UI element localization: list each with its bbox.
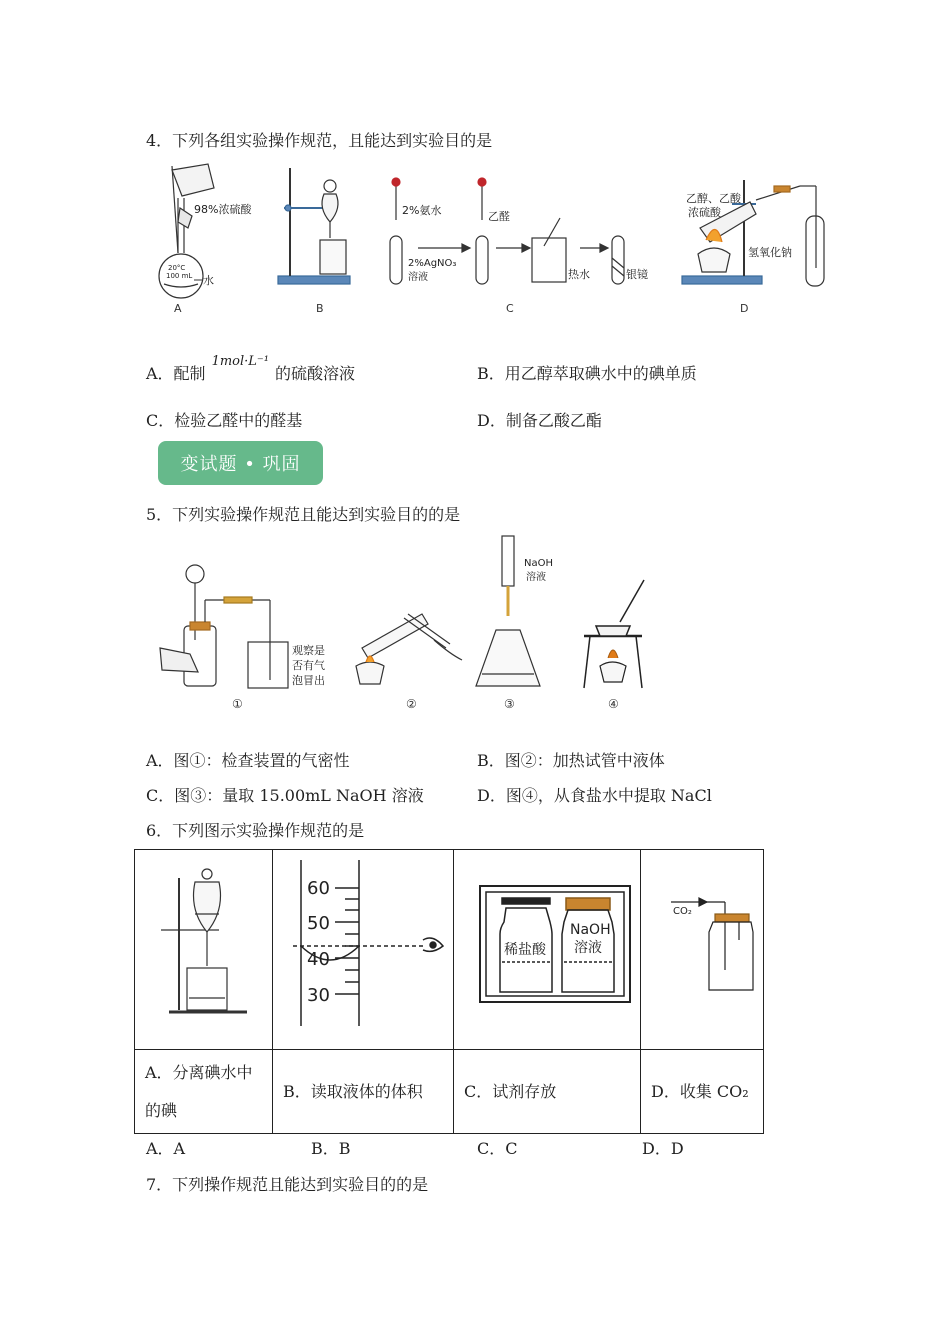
q4-option-a-concentration: 1mol·L⁻¹ xyxy=(211,354,269,369)
figure-gas-collection xyxy=(641,850,763,1045)
label-98-acid: 98%浓硫酸 xyxy=(194,203,252,216)
question-4-figure xyxy=(150,158,830,320)
figure-1-airtightness xyxy=(160,565,288,688)
cell-option-a xyxy=(135,1050,273,1134)
scale-30: 30 xyxy=(307,985,330,1006)
label-flask-volume: 100 mL xyxy=(166,272,193,280)
q5-option-c: C．图③：量取 15.00mL NaOH 溶液 xyxy=(146,786,424,805)
label-ethanol-acid: 乙醇、乙酸 xyxy=(686,192,741,205)
table-row xyxy=(135,1050,764,1134)
q4-option-d: D．制备乙酸乙酯 xyxy=(477,411,602,430)
q4-option-a xyxy=(146,354,355,384)
question-4-stem: 4．下列各组实验操作规范，且能达到实验目的是 xyxy=(146,131,493,150)
variant-practice-badge[interactable]: 变试题 • 巩固 xyxy=(158,441,323,485)
label-naoh-burette: NaOH xyxy=(524,558,553,569)
scale-50: 50 xyxy=(307,913,330,934)
q6-answer-b: B．B xyxy=(311,1139,351,1158)
q6-answer-c: C．C xyxy=(477,1139,518,1158)
label-agno3: 2%AgNO₃ xyxy=(408,258,457,269)
q5-option-a: A．图①：检查装置的气密性 xyxy=(146,751,350,770)
label-observe-2: 否有气 xyxy=(292,659,325,672)
panel-label-b: B xyxy=(316,302,324,315)
label-hot-water: 热水 xyxy=(568,268,590,281)
label-observe-1: 观察是 xyxy=(292,644,325,657)
figure-2-heating-tube xyxy=(356,614,462,684)
question-5-figure xyxy=(150,530,660,716)
label-silver-mirror: 银镜 xyxy=(626,268,648,281)
label-observe-3: 泡冒出 xyxy=(292,674,325,687)
figure-graduated-cylinder xyxy=(273,850,453,1045)
cell-option-c: C．试剂存放 xyxy=(454,1050,641,1134)
cell-figure-d xyxy=(641,850,764,1050)
panel-label-4: ④ xyxy=(608,697,619,711)
scale-40: 40 xyxy=(307,949,330,970)
label-acetaldehyde: 乙醛 xyxy=(488,210,510,223)
panel-label-d: D xyxy=(740,302,749,315)
figure-reagent-storage xyxy=(454,850,640,1045)
bottle-naoh-label: NaOH xyxy=(570,922,611,938)
q5-option-b: B．图②：加热试管中液体 xyxy=(477,751,665,770)
cell-option-a-line1: A．分离碘水中 xyxy=(145,1062,253,1082)
bottle-dilute-hcl: 稀盐酸 xyxy=(504,942,546,958)
label-ammonia: 2%氨水 xyxy=(402,204,442,217)
question-5-stem: 5．下列实验操作规范且能达到实验目的的是 xyxy=(146,505,461,524)
cell-option-d: D．收集 CO₂ xyxy=(641,1050,764,1134)
panel-label-a: A xyxy=(174,302,182,315)
question-7-stem: 7．下列操作规范且能达到实验目的的是 xyxy=(146,1175,429,1194)
label-agno3-solution: 溶液 xyxy=(408,272,428,283)
label-naoh-solution: 溶液 xyxy=(526,572,546,583)
question-6-stem: 6．下列图示实验操作规范的是 xyxy=(146,821,365,840)
bottle-naoh-solution: 溶液 xyxy=(574,940,602,956)
label-flask-temp: 20°C xyxy=(168,264,186,272)
figure-separating-funnel xyxy=(135,850,272,1045)
cell-figure-c xyxy=(454,850,641,1050)
label-conc-acid: 浓硫酸 xyxy=(688,206,721,219)
figure-b-separating-funnel xyxy=(278,168,350,284)
cell-option-b: B．读取液体的体积 xyxy=(273,1050,454,1134)
label-co2-inlet: CO₂ xyxy=(673,906,692,917)
figure-4-evaporation xyxy=(584,580,644,688)
panel-label-2: ② xyxy=(406,697,417,711)
label-water: 水 xyxy=(203,274,214,287)
table-row xyxy=(135,850,764,1050)
panel-label-1: ① xyxy=(232,697,243,711)
q6-answer-a: A．A xyxy=(146,1139,186,1158)
q4-option-a-suffix: 的硫酸溶液 xyxy=(274,364,355,383)
panel-label-c: C xyxy=(506,302,514,315)
q4-option-a-prefix: A．配制 xyxy=(146,364,206,383)
q5-option-d: D．图④，从食盐水中提取 NaCl xyxy=(477,786,712,805)
cell-figure-b xyxy=(273,850,454,1050)
q4-option-c: C．检验乙醛中的醛基 xyxy=(146,411,303,430)
cell-option-a-line2: 的碘 xyxy=(145,1100,178,1120)
question-6-table xyxy=(134,849,764,1134)
q4-option-b: B．用乙醇萃取碘水中的碘单质 xyxy=(477,364,697,383)
label-naoh: 氢氧化钠 xyxy=(748,246,792,259)
cell-figure-a xyxy=(135,850,273,1050)
q6-answer-d: D．D xyxy=(642,1139,684,1158)
panel-label-3: ③ xyxy=(504,697,515,711)
scale-60: 60 xyxy=(307,878,330,899)
